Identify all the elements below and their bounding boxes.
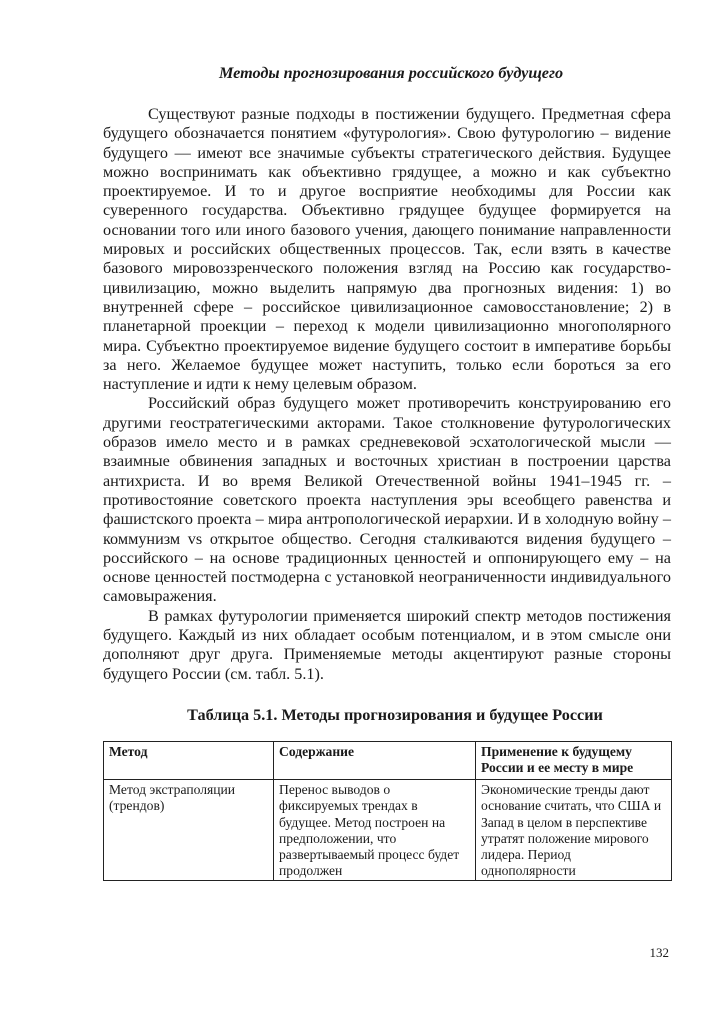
document-page [103, 64, 671, 881]
cell-text: Экономические тренды дают основание считать, что США и Запад в целом в перспективе утратят положение мирового лидера. Период однополярности [481, 781, 662, 879]
table-cell [104, 779, 274, 880]
cell-text: Перенос выводов о фиксируемых трендах в будущее. Метод построен на предположении, что развертываемый процесс будет продолжен [279, 781, 460, 879]
header-content: Содержание [274, 741, 476, 779]
table-header-row [104, 741, 672, 779]
table-cell [476, 779, 672, 880]
page-number: 132 [649, 945, 669, 960]
table-title: Таблица 5.1. Методы прогнозирования и будущее России [187, 705, 603, 724]
paragraph: Существуют разные подходы в постижении будущего. Предметная сфера будущего обозначается понятием «футурология». Свою футурологию – видение будущего — имеют все значимые субъекты стратегического действия. Будущее можно воспринимать как объективно грядущее, а можно и как субъектно проектируемое. И то и другое восприятие необходимы для России как суверенного государства. Объективно грядущее будущее формируется на основании того или иного базового учения, дающего понимание направленности мировых и российских общественных процессов. Так, если взять в качестве базового мировоззренческого положения взгляд на Россию как государство-цивилизацию, можно выделить напрямую два прогнозных видения: 1) во внутренней сфере – российское цивилизационное самовосстановление; 2) в планетарной проекции – переход к модели цивилизационно многополярного мира. Субъектно проектируемое видение будущего состоит в императиве борьбы за него. Желаемое будущее может наступить, только если бороться за его наступление и идти к нему целевым образом. [103, 105, 671, 394]
cell-text: Метод экстраполяции (трендов) [109, 781, 236, 814]
table-row [104, 779, 672, 880]
methods-table [103, 741, 672, 881]
table-cell [274, 779, 476, 880]
header-method: Метод [104, 741, 274, 779]
paragraph: В рамках футурологии применяется широкий спектр методов постижения будущего. Каждый из них обладает особым потенциалом, и в этом смысле они дополняют друг друга. Применяемые методы акцентируют разные стороны будущего России (см. табл. 5.1). [103, 606, 671, 683]
paragraph: Российский образ будущего может противоречить конструированию его другими геостратегическими акторами. Такое столкновение футурологических образов имело место и в рамках средневековой эсхатологической мысли — взаимные обвинения западных и восточных христиан в построении царства антихриста. И во время Великой Отечественной войны 1941–1945 гг. – противостояние советского проекта наступления эры всеобщего равенства и фашистского проекта – мира антропологической иерархии. И в холодную войну – коммунизм vs открытое общество. Сегодня сталкиваются видения будущего – российского – на основе традиционных ценностей и оппонирующего ему – на основе ценностей постмодерна с установкой неограниченности индивидуального самовыражения. [103, 394, 671, 606]
header-application: Применение к будущему России и ее месту в мире [476, 741, 672, 779]
section-title: Методы прогнозирования российского будущего [218, 64, 564, 82]
